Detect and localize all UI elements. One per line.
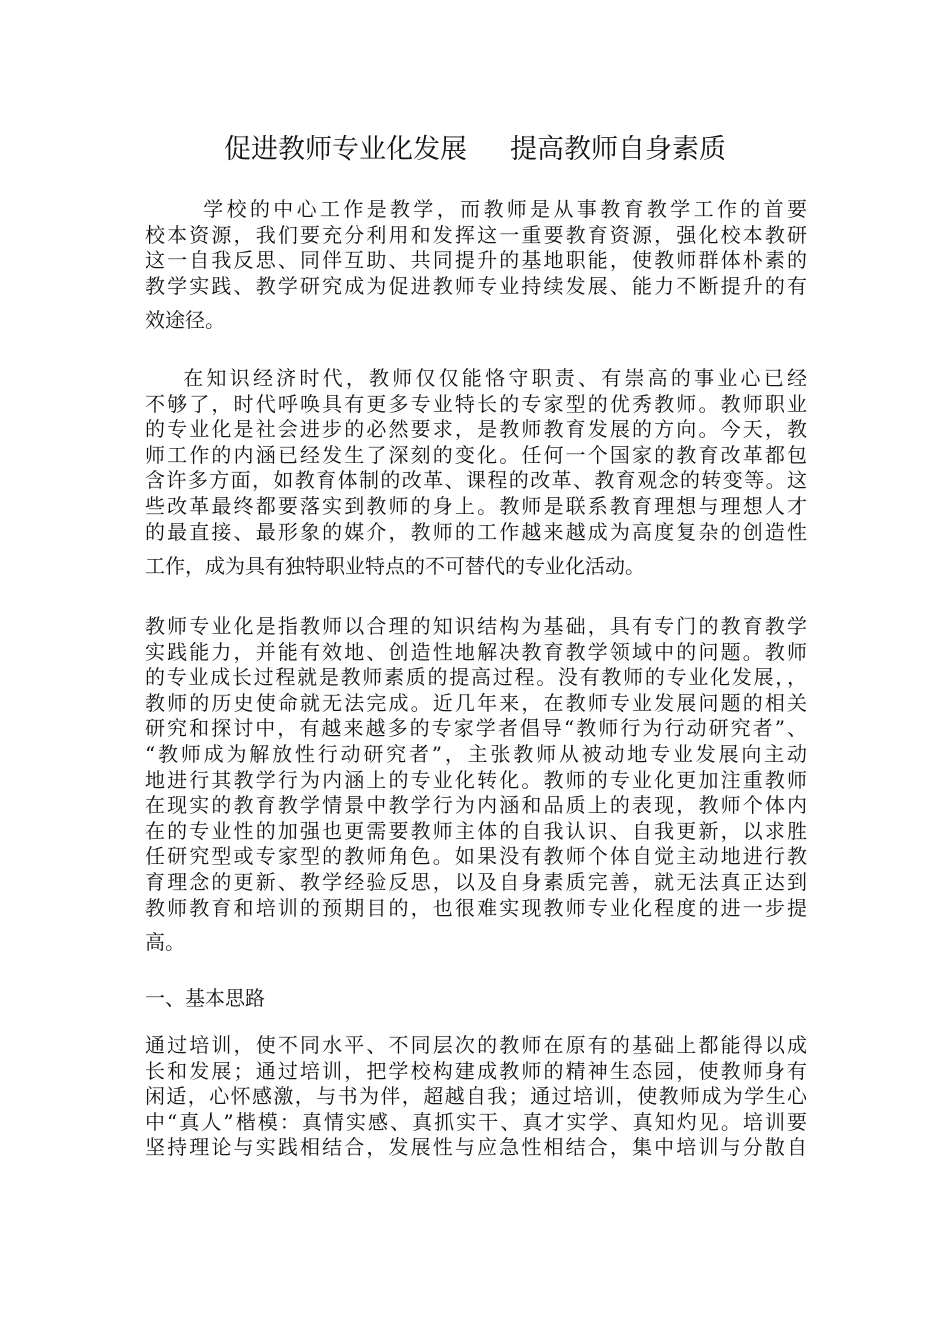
- text-line: 这一自我反思、同伴互助、共同提升的基地职能，使教师群体朴素的: [145, 248, 807, 273]
- text-line: 工作，成为具有独特职业特点的不可替代的专业化活动。: [145, 554, 645, 579]
- text-line: 教学实践、教学研究成为促进教师专业持续发展、能力不断提升的有: [145, 273, 807, 298]
- text-line: 通过培训，使不同水平、不同层次的教师在原有的基础上都能得以成: [145, 1033, 807, 1057]
- text-line: 实践能力，并能有效地、创造性地解决教育教学领域中的问题。教师: [145, 639, 807, 664]
- text-line: “教师成为解放性行动研究者”，主张教师从被动地专业发展向主动: [145, 741, 807, 766]
- text-line: 在现实的教育教学情景中教学行为内涵和品质上的表现，教师个体内: [145, 793, 807, 818]
- paragraph-training: [145, 1033, 807, 1161]
- text-line: 长和发展；通过培训，把学校构建成教师的精神生态园，使教师身有: [145, 1058, 807, 1083]
- document-title: 促进教师专业化发展 提高教师自身素质: [224, 134, 726, 165]
- section-heading-basic-approach: 一、基本思路: [145, 986, 265, 1010]
- text-line: 地进行其教学行为内涵上的专业化转化。教师的专业化更加注重教师: [145, 767, 807, 792]
- text-line: 效途径。: [145, 308, 225, 333]
- text-line: 任研究型或专家型的教师角色。如果没有教师个体自觉主动地进行教: [145, 844, 807, 869]
- text-line: 学校的中心工作是教学，而教师是从事教育教学工作的首要: [145, 197, 807, 221]
- text-line: 研究和探讨中，有越来越多的专家学者倡导“教师行为行动研究者”、: [145, 716, 807, 741]
- text-line: 坚持理论与实践相结合，发展性与应急性相结合，集中培训与分散自: [145, 1135, 807, 1160]
- paragraph-knowledge-economy: [145, 366, 807, 580]
- paragraph-school-teaching: [145, 197, 807, 334]
- text-line: 的最直接、最形象的媒介，教师的工作越来越成为高度复杂的创造性: [145, 519, 807, 544]
- paragraph-teacher-professionalization: [145, 614, 807, 956]
- text-line: 含许多方面，如教育体制的改革、课程的改革、教育观念的转变等。这: [145, 468, 807, 493]
- text-line: 教师教育和培训的预期目的，也很难实现教师专业化程度的进一步提: [145, 895, 807, 920]
- text-line: 教师专业化是指教师以合理的知识结构为基础，具有专门的教育教学: [145, 614, 807, 638]
- text-line: 的专业成长过程就是教师素质的提高过程。没有教师的专业化发展，，: [145, 665, 807, 690]
- text-line: 校本资源，我们要充分利用和发挥这一重要教育资源，强化校本教研: [145, 222, 807, 247]
- text-line: 在知识经济时代，教师仅仅能恪守职责、有崇高的事业心已经: [145, 366, 807, 390]
- text-line: 的专业化是社会进步的必然要求，是教师教育发展的方向。今天，教: [145, 417, 807, 442]
- text-line: 高。: [145, 930, 185, 955]
- text-line: 在的专业性的加强也更需要教师主体的自我认识、自我更新，以求胜: [145, 818, 807, 843]
- text-line: 育理念的更新、教学经验反思，以及自身素质完善，就无法真正达到: [145, 869, 807, 894]
- text-line: 中“真人”楷模：真情实感、真抓实干、真才实学、真知灼见。培训要: [145, 1109, 807, 1134]
- text-line: 闲适，心怀感激，与书为伴，超越自我；通过培训，使教师成为学生心: [145, 1084, 807, 1109]
- text-line: 师工作的内涵已经发生了深刻的变化。任何一个国家的教育改革都包: [145, 442, 807, 467]
- text-line: 教师的历史使命就无法完成。近几年来，在教师专业发展问题的相关: [145, 690, 807, 715]
- text-line: 些改革最终都要落实到教师的身上。教师是联系教育理想与理想人才: [145, 493, 807, 518]
- text-line: 不够了，时代呼唤具有更多专业特长的专家型的优秀教师。教师职业: [145, 391, 807, 416]
